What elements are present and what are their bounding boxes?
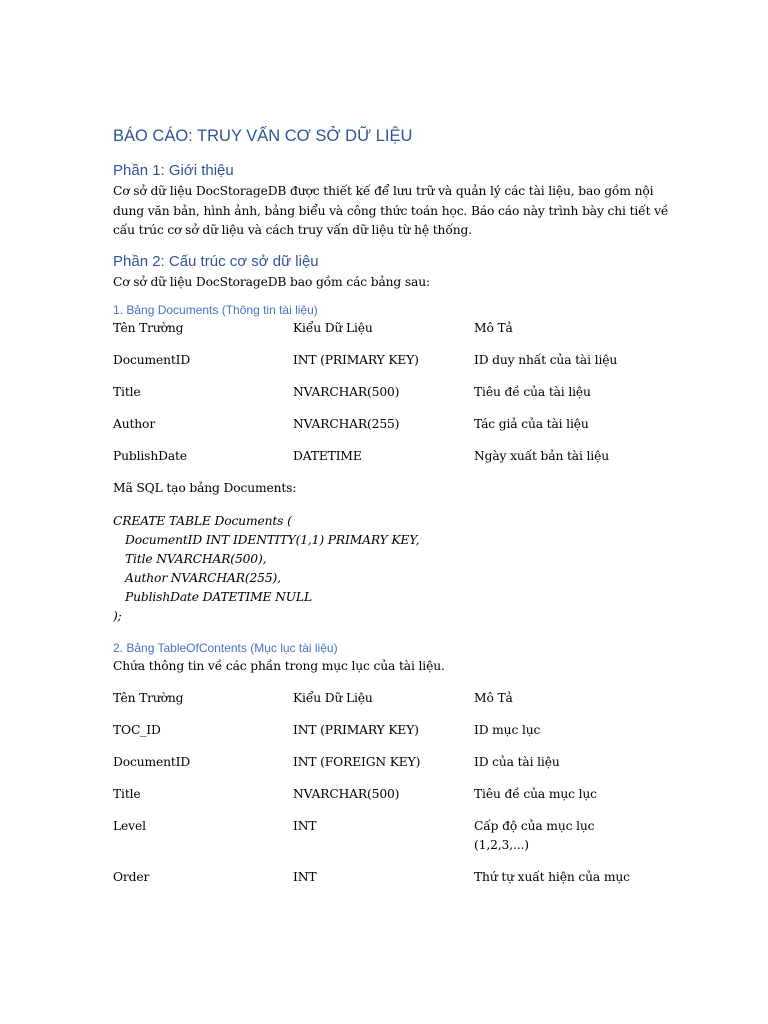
intro-paragraph bbox=[113, 182, 669, 241]
documents-table bbox=[113, 319, 653, 479]
table-header-row bbox=[113, 689, 653, 721]
field-name: DocumentID bbox=[113, 353, 191, 367]
field-name: Author bbox=[113, 417, 156, 431]
section-heading-structure: Phần 2: Cấu trúc cơ sở dữ liệu bbox=[113, 252, 319, 270]
column-header: Tên Trường bbox=[113, 321, 184, 335]
toc-table bbox=[113, 689, 653, 900]
field-name: Title bbox=[113, 385, 141, 399]
field-description: Cấp độ của mục lục (1,2,3,...) bbox=[474, 819, 595, 852]
code-line: Author NVARCHAR(255), bbox=[125, 570, 281, 585]
field-description: Thứ tự xuất hiện của mục bbox=[474, 870, 630, 884]
field-name: Order bbox=[113, 870, 150, 884]
table-row bbox=[113, 785, 653, 817]
field-description: ID mục lục bbox=[474, 723, 541, 737]
code-line: CREATE TABLE Documents ( bbox=[113, 513, 292, 528]
table-row bbox=[113, 753, 653, 785]
intro-line: dung văn bản, hình ảnh, bảng biểu và công thức toán học. Báo cáo này trình bày chi tiết về bbox=[113, 203, 669, 218]
field-name: DocumentID bbox=[113, 755, 191, 769]
column-header: Kiểu Dữ Liệu bbox=[293, 321, 373, 335]
field-type: DATETIME bbox=[293, 449, 362, 463]
field-type: NVARCHAR(255) bbox=[293, 417, 400, 431]
table2-intro: Chứa thông tin về các phần trong mục lục của tài liệu. bbox=[113, 658, 445, 673]
report-title: BÁO CÁO: TRUY VẤN CƠ SỞ DỮ LIỆU bbox=[113, 127, 413, 145]
code-line: ); bbox=[113, 608, 122, 623]
field-name: Level bbox=[113, 819, 146, 833]
section-heading-intro: Phần 1: Giới thiệu bbox=[113, 162, 234, 179]
field-description: Tiêu đề của mục lục bbox=[474, 787, 597, 801]
column-header: Mô Tả bbox=[474, 321, 513, 335]
field-name: TOC_ID bbox=[113, 723, 161, 737]
field-type: INT (PRIMARY KEY) bbox=[293, 353, 419, 367]
structure-intro: Cơ sở dữ liệu DocStorageDB bao gồm các bảng sau: bbox=[113, 274, 430, 289]
table-row bbox=[113, 721, 653, 753]
table-row bbox=[113, 817, 653, 868]
table-row bbox=[113, 868, 653, 900]
field-description: Tiêu đề của tài liệu bbox=[474, 385, 591, 399]
table-row bbox=[113, 351, 653, 383]
intro-line: cấu trúc cơ sở dữ liệu và cách truy vấn dữ liệu từ hệ thống. bbox=[113, 223, 472, 237]
field-type: INT bbox=[293, 819, 317, 833]
table-row bbox=[113, 383, 653, 415]
document-page bbox=[113, 124, 669, 900]
field-description: Ngày xuất bản tài liệu bbox=[474, 449, 609, 463]
sql-code-block bbox=[113, 512, 653, 626]
intro-line: Cơ sở dữ liệu DocStorageDB được thiết kế để lưu trữ và quản lý các tài liệu, bao gồm nội bbox=[113, 184, 654, 198]
field-description: ID duy nhất của tài liệu bbox=[474, 353, 618, 367]
field-description: Tác giả của tài liệu bbox=[474, 417, 589, 431]
code-line: Title NVARCHAR(500), bbox=[125, 551, 267, 566]
field-description: ID của tài liệu bbox=[474, 755, 560, 769]
code-line: DocumentID INT IDENTITY(1,1) PRIMARY KEY, bbox=[125, 532, 420, 547]
field-type: INT bbox=[293, 870, 317, 884]
table-row bbox=[113, 447, 653, 479]
field-type: INT (PRIMARY KEY) bbox=[293, 723, 419, 737]
field-type: NVARCHAR(500) bbox=[293, 385, 400, 399]
field-name: Title bbox=[113, 787, 141, 801]
field-name: PublishDate bbox=[113, 449, 187, 463]
table2-heading: 2. Bảng TableOfContents (Mục lục tài liệu) bbox=[113, 640, 338, 655]
code-line: PublishDate DATETIME NULL bbox=[125, 589, 312, 604]
column-header: Tên Trường bbox=[113, 691, 184, 705]
column-header: Kiểu Dữ Liệu bbox=[293, 691, 373, 705]
table1-heading: 1. Bảng Documents (Thông tin tài liệu) bbox=[113, 303, 318, 317]
sql-label: Mã SQL tạo bảng Documents: bbox=[113, 481, 297, 495]
table-row bbox=[113, 415, 653, 447]
column-header: Mô Tả bbox=[474, 691, 513, 705]
table-header-row bbox=[113, 319, 653, 351]
field-type: NVARCHAR(500) bbox=[293, 787, 400, 801]
field-type: INT (FOREIGN KEY) bbox=[293, 755, 421, 769]
